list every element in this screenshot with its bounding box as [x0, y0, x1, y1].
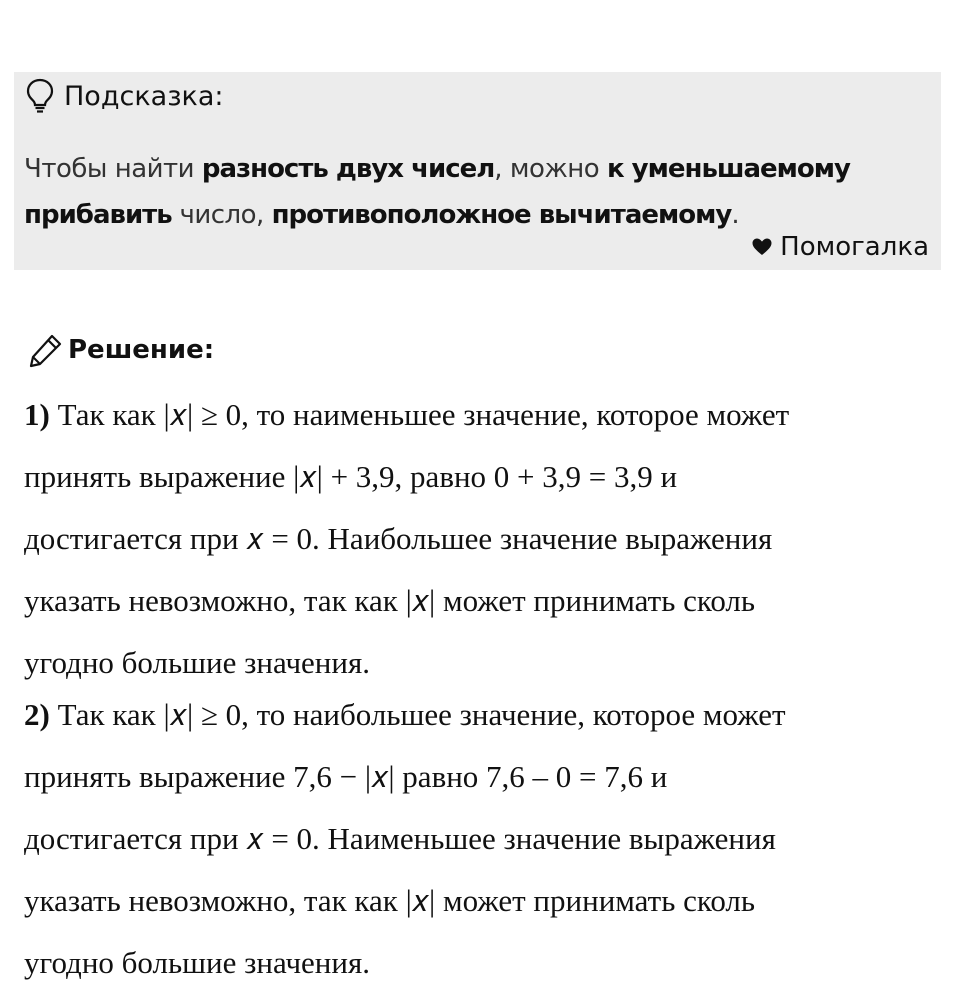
- solution-line: [24, 384, 944, 446]
- hint-header: [26, 78, 224, 114]
- hint-part: , можно: [494, 154, 607, 184]
- solution-line: указать невозможно, так как |𝑥| может принимать сколь: [24, 883, 756, 918]
- source-credit: [752, 232, 929, 262]
- solution-line: [24, 684, 944, 746]
- solution-title: Решение:: [68, 335, 215, 365]
- solution-line: угодно большие значения.: [24, 645, 370, 680]
- hint-part: Чтобы найти: [24, 154, 202, 184]
- hint-text: [24, 146, 924, 238]
- solution-line: достигается при 𝑥 = 0. Наибольшее значение выражения: [24, 521, 773, 556]
- hint-part-bold: к уменьшаемому прибавить: [24, 154, 850, 230]
- item-number: 2): [24, 697, 50, 732]
- hint-box: [14, 72, 941, 270]
- hint-part-bold: разность двух чисел: [201, 154, 495, 184]
- solution-line: принять выражение 7,6 − |𝑥| равно 7,6 – 0 = 7,6 и: [24, 759, 668, 794]
- solution-line: принять выражение |𝑥| + 3,9, равно 0 + 3,9 = 3,9 и: [24, 459, 678, 494]
- lightbulb-icon: [26, 78, 54, 114]
- hint-part: .: [731, 200, 740, 230]
- hint-title: Подсказка:: [64, 80, 224, 112]
- line-text: Так как |𝑥| ≥ 0, то наибольшее значение, которое может: [57, 697, 786, 732]
- solution-header: [28, 332, 214, 368]
- source-label: Помогалка: [780, 232, 929, 262]
- pencil-icon: [28, 332, 64, 368]
- solution-line: указать невозможно, так как |𝑥| может принимать сколь: [24, 583, 756, 618]
- heart-icon: [752, 238, 772, 256]
- hint-part-bold: противоположное вычитаемому: [271, 200, 732, 230]
- solution-line: достигается при 𝑥 = 0. Наименьшее значение выражения: [24, 821, 776, 856]
- hint-part: число,: [171, 200, 272, 230]
- line-text: Так как |𝑥| ≥ 0, то наименьшее значение, которое может: [57, 397, 790, 432]
- solution-line: угодно большие значения.: [24, 945, 370, 980]
- item-number: 1): [24, 397, 50, 432]
- solution-body: [24, 384, 944, 994]
